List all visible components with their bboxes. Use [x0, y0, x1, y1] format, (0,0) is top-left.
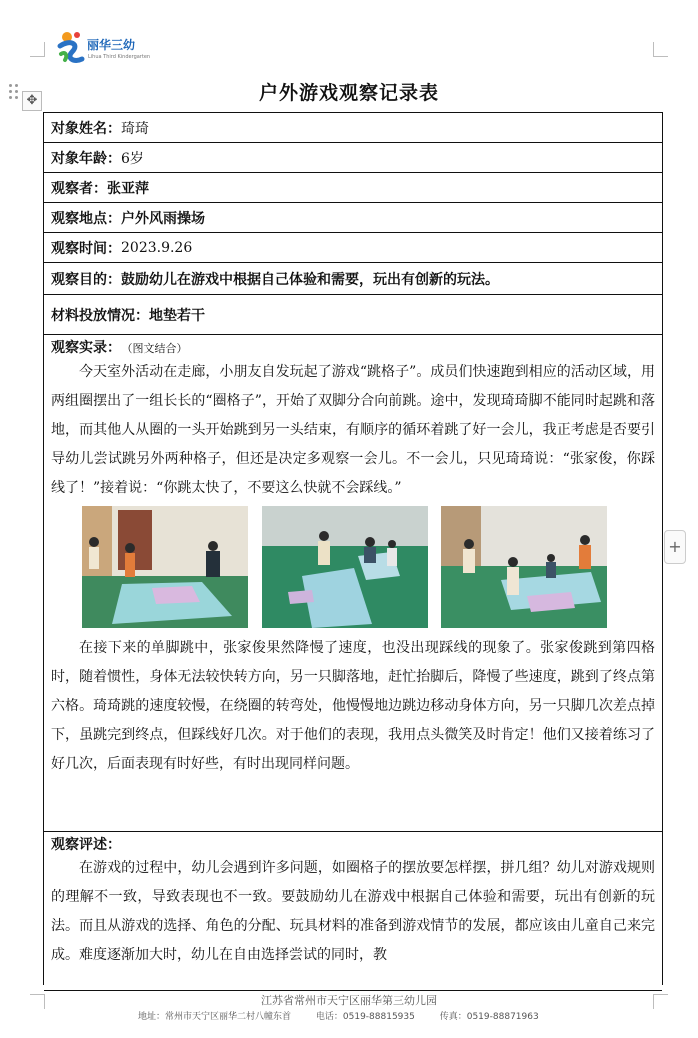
field-value: 地垫若干 [149, 307, 205, 324]
add-icon[interactable]: + [664, 530, 686, 564]
photo-group-game [441, 506, 607, 628]
field-label: 观察时间： [51, 240, 121, 257]
field-value: 6岁 [121, 150, 144, 167]
field-value: 2023.9.26 [121, 239, 193, 256]
record-heading-note: （图文结合） [127, 342, 188, 355]
record-section [44, 335, 662, 832]
photo-mats-on-floor [262, 506, 428, 628]
field-value: 琦琦 [121, 120, 149, 137]
field-label: 材料投放情况： [51, 307, 149, 324]
field-row-materials [44, 295, 662, 335]
footer-school: 江苏省常州市天宁区丽华第三幼儿园 [261, 994, 437, 1007]
footer-divider [44, 990, 662, 991]
review-section [44, 832, 662, 970]
field-value: 张亚萍 [107, 180, 149, 197]
school-logo [56, 30, 166, 68]
logo-mark-icon [56, 30, 86, 66]
record-paragraph-2: 在接下来的单脚跳中，张家俊果然降慢了速度，也没出现踩线的现象了。张家俊跳到第四格时，随着惯性，身体无法较快转方向，另一只脚落地，赶忙抬脚后，降慢了些速度，跳到了终点第六格。琦琦跳的速度较慢，在绕圈的转弯处，他慢慢地边跳边移动身体方向，另一只脚几次差点掉下，虽跳完到终点，但踩线好几次。对于他们的表现，我用点头微笑及时肯定！他们又接着练习了好几次，后面表现有时好些，有时出现同样问题。 [51, 640, 655, 772]
footer-address: 地址：常州市天宁区丽华二村八幢东首 [138, 1012, 292, 1022]
page-corner-mark [653, 42, 668, 57]
footer-phone: 电话：0519-88815935 [315, 1012, 415, 1022]
footer-fax: 传真：0519-88871963 [439, 1012, 539, 1022]
field-row-observer [44, 173, 662, 203]
page-corner-mark [30, 42, 45, 57]
field-label: 观察地点： [51, 210, 121, 227]
review-paragraph: 在游戏的过程中，幼儿会遇到许多问题，如圈格子的摆放要怎样摆，拼几组？幼儿对游戏规则的理解不一致，导致表现也不一致。要鼓励幼儿在游戏中根据自己体验和需要，玩出有创新的玩法。而且从游戏的选择、角色的分配、玩具材料的准备到游戏情节的发展，都应该由儿童自己来完成。难度逐渐加大时，幼儿在自由选择尝试的同时，教 [51, 860, 655, 963]
page-title: 户外游戏观察记录表 [258, 82, 439, 104]
photo-strip [51, 506, 655, 630]
field-row-purpose [44, 263, 662, 295]
field-label: 观察者： [51, 180, 107, 197]
field-value: 鼓励幼儿在游戏中根据自己体验和需要，玩出有创新的玩法。 [121, 271, 499, 288]
field-label: 对象年龄： [51, 150, 121, 167]
logo-subtitle: Lihua Third Kindergarten [88, 54, 151, 60]
field-label: 对象姓名： [51, 120, 121, 137]
field-row-name [44, 113, 662, 143]
table-move-icon[interactable]: ✥ [22, 91, 42, 111]
logo-name: 丽华三幼 [87, 38, 136, 52]
field-value: 户外风雨操场 [121, 210, 205, 227]
record-heading [51, 339, 655, 358]
photo-children-jumping [82, 506, 248, 628]
observation-table [43, 112, 663, 985]
review-heading: 观察评述： [51, 837, 121, 853]
field-row-age [44, 143, 662, 173]
field-row-time [44, 233, 662, 263]
record-heading-label: 观察实录： [51, 340, 121, 356]
footer-contact [138, 1009, 561, 1022]
field-row-location [44, 203, 662, 233]
field-label: 观察目的： [51, 271, 121, 288]
record-paragraph-1: 今天室外活动在走廊，小朋友自发玩起了游戏“跳格子”。成员们快速跑到相应的活动区域，用两组圈摆出了一组长长的“圈格子”，开始了双脚分合向前跳。途中，发现琦琦脚不能同时起跳和落地，而其他人从圈的一头开始跳到另一头结束，有顺序的循环着跳了好一会儿，我正考虑是否要引导幼儿尝试跳另外两种格子，但还是决定多观察一会儿。不一会儿，只见琦琦说：“张家俊，你踩线了！”接着说：“你跳太快了，不要这么快就不会踩线。” [51, 364, 655, 496]
